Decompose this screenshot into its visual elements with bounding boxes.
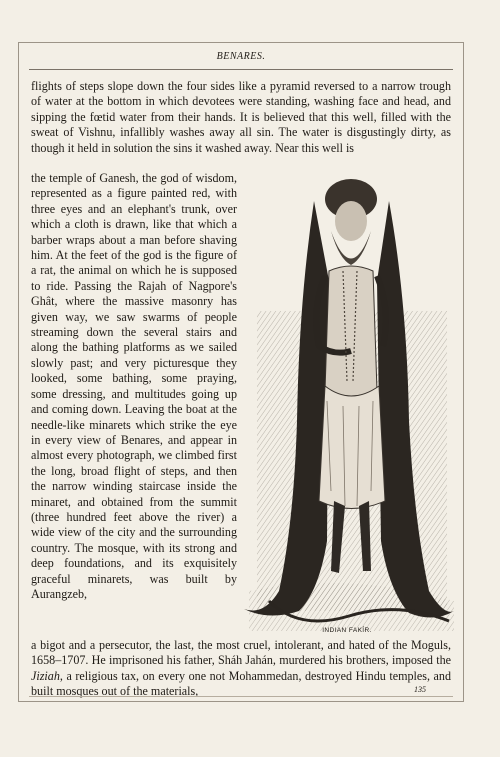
paragraph-bottom-part-b: , a religious tax, on every one not Mohammedan, destroyed Hindu temples, and built mosques out of the materials, [31,668,451,699]
page-number: 135 [414,685,426,694]
paragraph-left-column: the temple of Ganesh, the god of wisdom, represented as a figure painted red, with three eyes and an elephant's trunk, over which a cloth is drawn, like that which a barber wraps about a man before shaving him. At the feet of the god is the figure of a rat, the animal on which he is supposed to ride. Passing the Rajah of Nagpore's Ghât, where the massive masonry has given way, we saw swarms of people streaming down the several stairs and along the bathing platforms as we sailed slowly past; and very picturesque they looked, some bathing, some praying, some dressing, and multitudes going up and coming down. Leaving the boat at the needle-like minarets which strike the eye in every view of Benares, and appear in almost every photograph, we climbed first the long, broad flight of steps, and then the narrow winding staircase inside the minaret, and obtained from the summit (three hundred feet above the river) a wide view of the city and the surrounding country. The mosque, with its strong and deep foundations, and its exquisitely graceful minarets, was built by Aurangzeb, [31,171,237,601]
paragraph-top: flights of steps slope down the four sides like a pyramid reversed to a narrow trough of water at the bottom in which devotees were standing, washing face and head, and sipping the fœtid water from their hands. It is believed that this well, filled with the sweat of Vishnu, infallibly washes away all sin. The water is disgustingly dirty, as though it held in solution the sins it washed away. Near this well is [31,79,451,155]
page-frame [18,42,464,702]
header-rule [29,69,453,70]
running-head: BENARES. [216,51,266,62]
footer-rule [29,696,453,697]
figure-caption: INDIAN FAKÍR. [322,627,372,634]
indian-fakir-engraving [239,161,461,631]
jiziah-term: Jiziah [31,668,60,683]
paragraph-bottom-part-a: a bigot and a persecutor, the last, the most cruel, intolerant, and hated of the Moguls, 1658–1707. He imprisoned his father, Sháh Jahán, murdered his brothers, imposed the [31,638,451,668]
paragraph-bottom [31,638,451,700]
